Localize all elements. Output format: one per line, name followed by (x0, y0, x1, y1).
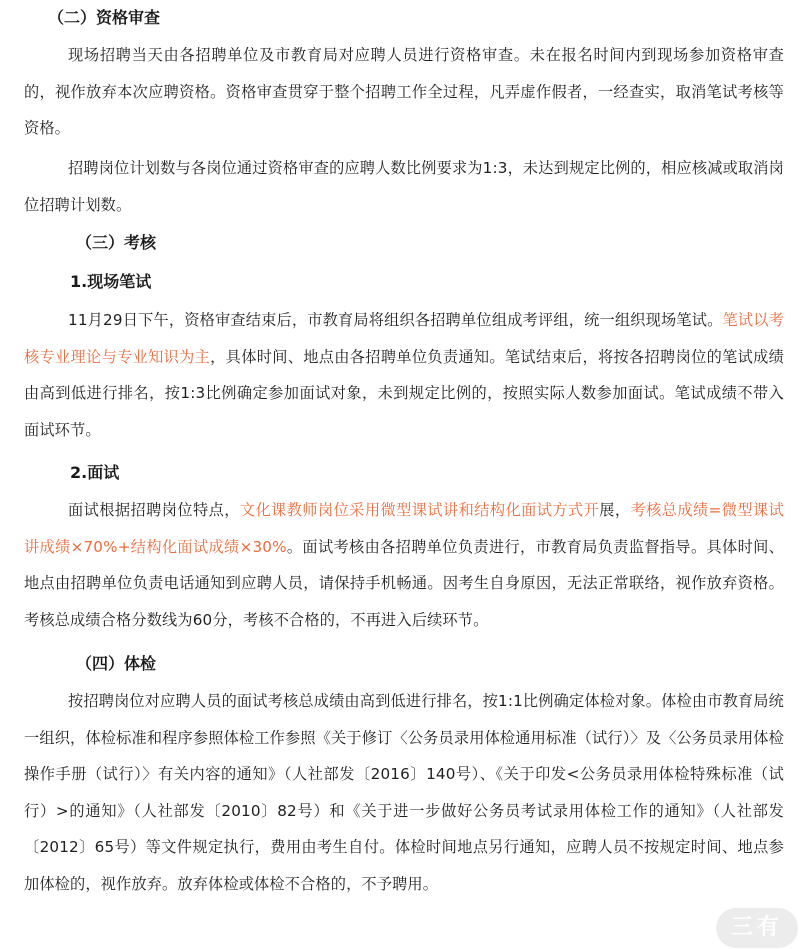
interview-highlight-1: 文化课教师岗位采用微型课试讲和结构化面试方式开 (239, 501, 600, 519)
interview-highlight-2: 考核总成绩=微型课试讲成绩×70%+结构化面试成绩×30% (24, 501, 784, 556)
interview-paragraph (24, 492, 784, 638)
written-exam-text-b: ，具体时间、地点由各招聘单位负责通知。笔试结束后，将按各招聘岗位的笔试成绩由高到低进行排名，按1:3比例确定参加面试对象，未到规定比例的，按照实际人数参加面试。笔试成绩不带入面试环节。 (24, 347, 784, 439)
interview-text-a: 面试根据招聘岗位特点， (68, 501, 240, 519)
qualification-paragraph-2 (24, 150, 784, 223)
qualification-paragraph-1 (24, 37, 784, 147)
section-heading-qualification: （二）资格审查 (48, 8, 161, 27)
qualification-text-2: 招聘岗位计划数与各岗位通过资格审查的应聘人数比例要求为1:3，未达到规定比例的，相应核减或取消岗位招聘计划数。 (24, 159, 784, 214)
written-exam-highlight: 笔试以考核专业理论与专业知识为主 (24, 311, 784, 366)
section-heading-assessment: （三）考核 (76, 233, 157, 252)
section-heading-physical: （四）体检 (76, 654, 157, 673)
physical-text: 按招聘岗位对应聘人员的面试考核总成绩由高到低进行排名，按1:1比例确定体检对象。体检由市教育局统一组织，体检标准和程序参照体检工作参照《关于修订〈公务员录用体检通用标准（试行）〉及〈公务员录用体检操作手册（试行）〉有关内容的通知》（人社部发〔2016〕140号）、《关于印发<公务员录用体检特殊标准（试行）>的通知》（人社部发〔2010〕82号）和《关于进一步做好公务员考试录用体检工作的通知》（人社部发〔2012〕65号）等文件规定执行，费用由考生自付。体检时间地点另行通知，应聘人员不按规定时间、地点参加体检的，视作放弃。放弃体检或体检不合格的，不予聘用。 (24, 692, 784, 893)
physical-paragraph (24, 683, 784, 902)
written-exam-paragraph (24, 302, 784, 448)
subheading-interview: 2.面试 (70, 463, 120, 482)
watermark-logo: 三有 (716, 908, 798, 948)
interview-text-b: 展， (599, 501, 631, 519)
interview-text-c: 。面试考核由各招聘单位负责进行，市教育局负责监督指导。具体时间、地点由招聘单位负责电话通知到应聘人员，请保持手机畅通。因考生自身原因，无法正常联络，视作放弃资格。考核总成绩合格分数线为60分，考核不合格的，不再进入后续环节。 (24, 537, 784, 629)
subheading-written-exam: 1.现场笔试 (70, 272, 152, 291)
written-exam-text-a: 11月29日下午，资格审查结束后，市教育局将组织各招聘单位组成考评组，统一组织现场笔试。 (68, 311, 723, 329)
qualification-text-1: 现场招聘当天由各招聘单位及市教育局对应聘人员进行资格审查。未在报名时间内到现场参加资格审查的，视作放弃本次应聘资格。资格审查贯穿于整个招聘工作全过程，凡弄虚作假者，一经查实，取消笔试考核等资格。 (24, 46, 784, 137)
